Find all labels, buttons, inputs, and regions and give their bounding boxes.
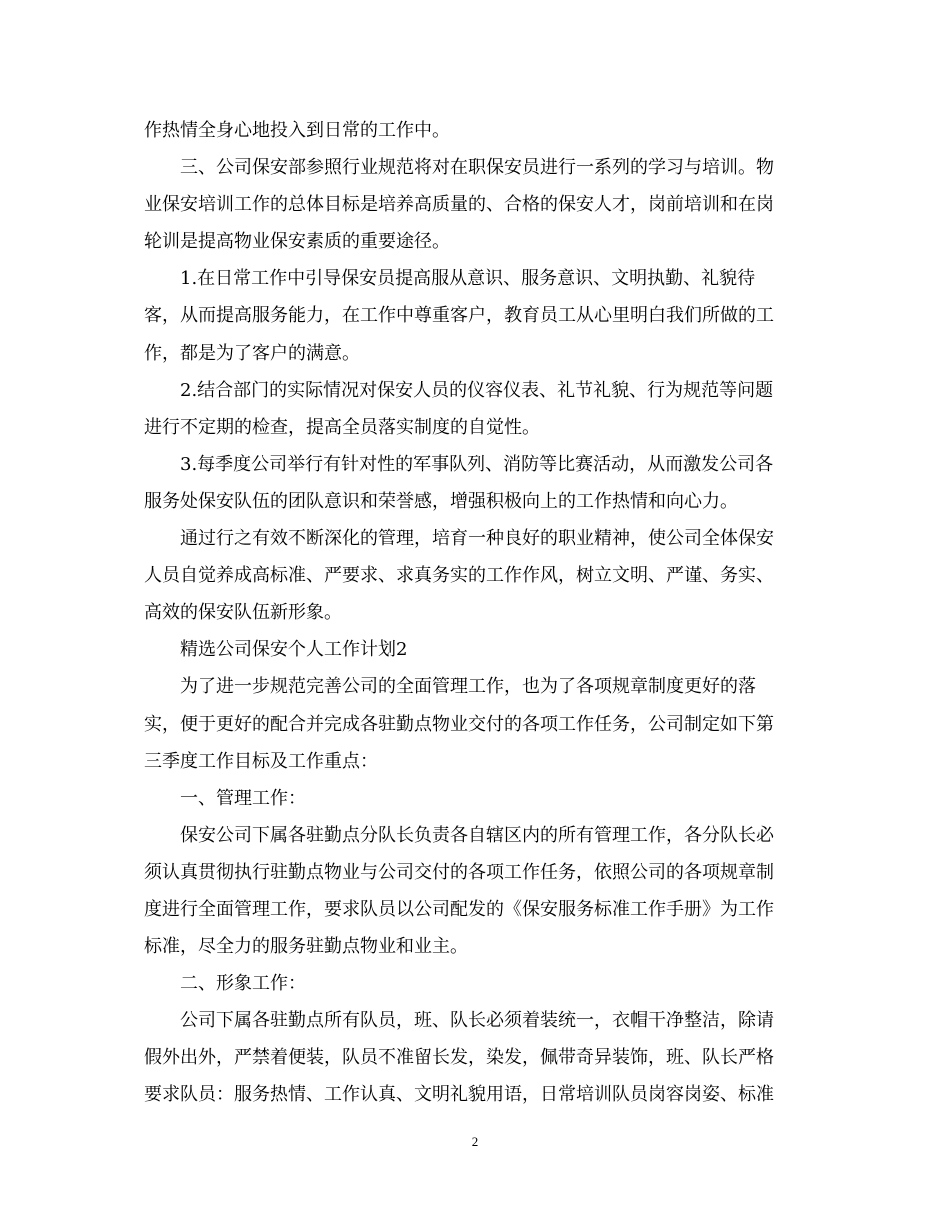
text-line: 二、形象工作： — [180, 973, 306, 995]
text-line: 2.结合部门的实际情况对保安人员的仪容仪表、礼节礼貌、行为规范等问题 — [180, 379, 774, 401]
text-line: 作热情全身心地投入到日常的工作中。 — [144, 120, 450, 141]
text-line: 三季度工作目标及工作重点： — [144, 750, 378, 772]
text-line: 进行不定期的检查，提高全员落实制度的自觉性。 — [144, 416, 540, 438]
document-body — [144, 112, 810, 1114]
text-line: 实，便于更好的配合并完成各驻勤点物业交付的各项工作任务，公司制定如下第 — [144, 713, 774, 735]
text-line: 度进行全面管理工作，要求队员以公司配发的《保安服务标准工作手册》为工作 — [144, 898, 774, 920]
text-line: 1.在日常工作中引导保安员提高服从意识、服务意识、文明执勤、礼貌待 — [180, 268, 756, 290]
text-line: 为了进一步规范完善公司的全面管理工作，也为了各项规章制度更好的落 — [180, 676, 756, 698]
text-line: 客，从而提高服务能力，在工作中尊重客户，教育员工从心里明白我们所做的工 — [144, 305, 774, 327]
paragraph — [144, 1002, 810, 1113]
paragraph — [144, 965, 810, 1002]
paragraph — [144, 260, 810, 371]
text-line: 精选公司保安个人工作计划2 — [180, 639, 408, 661]
paragraph — [144, 780, 810, 817]
paragraph — [144, 112, 810, 149]
paragraph — [144, 149, 810, 260]
paragraph — [144, 520, 810, 631]
paragraph — [144, 631, 810, 668]
text-line: 三、公司保安部参照行业规范将对在职保安员进行一系列的学习与培训。物 — [180, 157, 774, 179]
text-line: 通过行之有效不断深化的管理，培育一种良好的职业精神，使公司全体保安 — [180, 528, 774, 550]
text-line: 须认真贯彻执行驻勤点物业与公司交付的各项工作任务，依照公司的各项规章制 — [144, 861, 774, 883]
text-line: 公司下属各驻勤点所有队员，班、队长必须着装统一，衣帽干净整洁，除请 — [180, 1010, 774, 1032]
text-line: 要求队员：服务热情、工作认真、文明礼貌用语，日常培训队员岗容岗姿、标准 — [144, 1084, 774, 1106]
text-line: 高效的保安队伍新形象。 — [144, 602, 342, 624]
text-line: 假外出外，严禁着便装，队员不准留长发，染发，佩带奇异装饰，班、队长严格 — [144, 1047, 774, 1069]
paragraph — [144, 446, 810, 520]
text-line: 3.每季度公司举行有针对性的军事队列、消防等比赛活动，从而激发公司各 — [180, 453, 774, 475]
text-line: 保安公司下属各驻勤点分队长负责各自辖区内的所有管理工作，各分队长必 — [180, 824, 774, 846]
text-line: 业保安培训工作的总体目标是培养高质量的、合格的保安人才，岗前培训和在岗 — [144, 194, 774, 216]
text-line: 人员自觉养成高标准、严要求、求真务实的工作作风，树立文明、严谨、务实、 — [144, 565, 774, 587]
page-number: 2 — [471, 1134, 479, 1149]
text-line: 一、管理工作： — [180, 787, 306, 809]
paragraph — [144, 668, 810, 779]
paragraph — [144, 372, 810, 446]
text-line: 轮训是提高物业保安素质的重要途径。 — [144, 231, 450, 253]
paragraph — [144, 817, 810, 965]
text-line: 作，都是为了客户的满意。 — [144, 342, 360, 364]
text-line: 服务处保安队伍的团队意识和荣誉感，增强积极向上的工作热情和向心力。 — [144, 490, 738, 512]
text-line: 标准，尽全力的服务驻勤点物业和业主。 — [144, 936, 468, 958]
